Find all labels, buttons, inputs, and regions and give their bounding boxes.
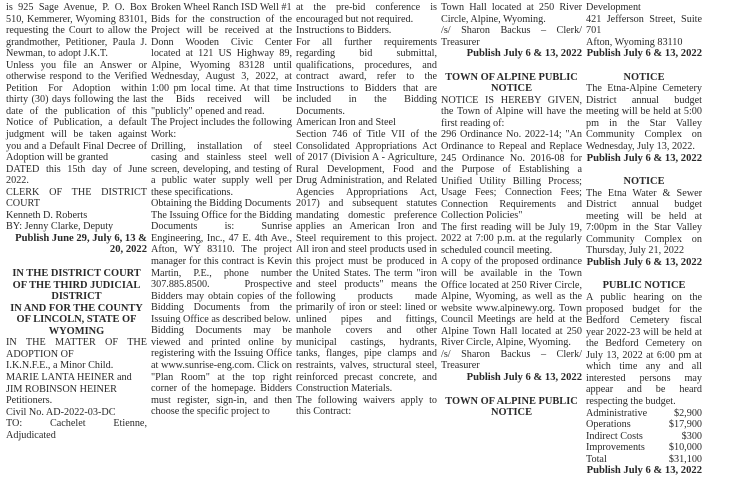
notice-paragraph: Bids for the construction of the Project will be received at the Donn Wooden Civic Center located at 121 US Highway 89, Alpine, Wyoming 83128 until Wednesday, August 3, 2022, at 1:00 pm local time. At that time the Bids received will be "publicly" opened and read. <box>151 13 292 117</box>
budget-label: Indirect Costs <box>586 430 643 442</box>
budget-row <box>586 419 702 431</box>
notice-paragraph: TO: Cachelet Etienne, Adjudicated <box>6 418 147 441</box>
budget-amount: $17,900 <box>668 419 702 431</box>
notice-paragraph: Civil No. AD-2022-03-DC <box>6 406 116 418</box>
notice-paragraph: The Issuing Office for the Bidding Documents is: Sunrise Engineering, Inc., 47 E. 4th Ave., Afton, WY 83110. The project manager for this contract is Kevin Martin, P.E., phone number 307.885.8500. Prospective Bidders may obtain copies of the Bidding Documents from the Issuing Office as described below. <box>151 209 292 325</box>
notice-paragraph: DATED this 15th day of June 2022. <box>6 163 147 187</box>
budget-label: Improvements <box>586 442 645 454</box>
column-1 <box>6 2 147 441</box>
notice-paragraph: MARIE LANTA HEINER and <box>6 371 132 383</box>
notice-paragraph: 421 Jefferson Street, Suite 701 <box>586 13 702 37</box>
notice-paragraph: Broken Wheel Ranch ISD Well #1 <box>151 2 292 13</box>
notice-paragraph: /s/ Sharon Backus – Clerk/ Treasurer <box>441 348 582 372</box>
notice-paragraph: BY: Jenny Clarke, Deputy <box>6 221 114 233</box>
publish-dates: Publish June 29, July 6, 13 & 20, 2022 <box>15 232 147 256</box>
publish-dates: Publish July 6 & 13, 2022 <box>466 48 582 60</box>
notice-paragraph: /s/ Sharon Backus – Clerk/ Treasurer <box>441 25 582 48</box>
column-5 <box>586 2 702 477</box>
notice-heading: NOTICE <box>623 176 665 188</box>
notice-paragraph: Afton, Wyoming 83110 <box>586 36 683 48</box>
notice-paragraph: JIM ROBINSON HEINER <box>6 383 117 395</box>
budget-amount: $300 <box>681 430 702 442</box>
budget-row <box>586 442 702 454</box>
notice-paragraph: Town Hall located at 250 River Circle, Alpine, Wyoming. <box>441 2 582 25</box>
notice-paragraph: Instructions to Bidders. <box>296 25 392 37</box>
notice-paragraph: For all further requirements regarding bid submittal, qualifications, procedures, and contract award, refer to the Instructions to Bidders that are included in the Bidding Documents. <box>296 36 437 117</box>
notice-paragraph: NOTICE IS HEREBY GIVEN, the Town of Alpine will have the first reading of: <box>441 94 582 129</box>
notice-paragraph: at the pre-bid conference is encouraged but not required. <box>296 2 437 25</box>
column-3 <box>296 2 437 418</box>
notice-paragraph: Unless you file an Answer or otherwise respond to the Verified Petition For Adoption within thirty (30) days following the last date of the publication of this Notice of Publication, a default judgment will be taken against you and a Default Final Decree of Adoption will be granted <box>6 59 147 164</box>
publish-dates: Publish July 6 & 13, 2022 <box>586 465 702 477</box>
notice-paragraph: Development <box>586 2 641 13</box>
budget-row <box>586 408 702 420</box>
notice-paragraph: American Iron and Steel <box>296 117 396 129</box>
notice-paragraph: I.K.N.F.E., a Minor Child. <box>6 360 114 372</box>
publish-dates: Publish July 6 & 13, 2022 <box>586 48 702 60</box>
notice-paragraph: The following waivers apply to this Contract: <box>296 394 437 418</box>
budget-amount: $31,100 <box>668 453 702 465</box>
publish-dates: Publish July 6 & 13, 2022 <box>466 371 582 383</box>
budget-amount: $10,000 <box>668 442 702 454</box>
budget-label: Administrative <box>586 407 648 419</box>
notice-paragraph: IN THE MATTER OF THE ADOPTION OF <box>6 337 147 360</box>
budget-row <box>586 454 702 466</box>
notice-paragraph: The first reading will be July 19, 2022 at 7:00 p.m. at the regularly scheduled council meeting. <box>441 221 582 256</box>
notice-paragraph: The Etna-Alpine Cemetery District annual budget meeting will be held at 5:00 pm in the Star Valley Community Complex on Wednesday, July 13, 2022. <box>586 83 702 153</box>
notice-paragraph: 296 Ordinance No. 2022-14; "An Ordinance to Repeal and Replace 245 Ordinance No. 2016-08 for the Purpose of Establishing a Unified Utility Billing Process; Usage Fees; Connection Fees; Connection Requirements and Collection Policies" <box>441 129 582 222</box>
column-4 <box>441 2 582 419</box>
notice-heading: TOWN OF ALPINE PUBLIC NOTICE <box>445 71 578 95</box>
notice-paragraph: Kenneth D. Roberts <box>6 209 88 221</box>
notice-paragraph: A copy of the proposed ordinance will be available in the Town Office located at 250 River Circle, Alpine, Wyoming, as well as the website www.alpinewy.org. Town Council Meetings are held at the Alpine Town Hall located at 250 River Circle, Alpine, Wyoming. <box>441 256 582 349</box>
notice-heading: NOTICE <box>623 71 665 83</box>
notice-paragraph: Section 746 of Title VII of the Consolidated Appropriations Act of 2017 (Division A - Agriculture, Rural Development, Food and Drug Administration, and Related Agencies Appropriations Act, 2017) and subsequent statutes mandating domestic preference applies an American Iron and Steel requirement to this project. All iron and steel products used in this project must be produced in the United States. The term "iron and steel products" means the following products made primarily of iron or steel: lined or unlined pipes and fittings, manhole covers and other municipal castings, hydrants, tanks, flanges, pipe clamps and restraints, valves, structural steel, reinforced precast concrete, and Construction Materials. <box>296 129 437 395</box>
notice-paragraph: A public hearing on the proposed budget for the Bedford Cemetery fiscal year 2022-23 will be held at the Bedford Cemetery on July 13, 2022 at 6:00 pm at which time any and all interested persons may appear and be heard respecting the budget. <box>586 292 702 407</box>
budget-label: Operations <box>586 419 631 431</box>
notice-paragraph: The Etna Water & Sewer District annual budget meeting will be held at 7:00pm in the Star Valley Community Complex on Thursday, July 21, 2022 <box>586 187 702 257</box>
notice-heading: IN AND FOR THE COUNTY OF LINCOLN, STATE OF WYOMING <box>10 302 143 337</box>
publish-dates: Publish July 6 & 13, 2022 <box>586 152 702 164</box>
notice-heading: TOWN OF ALPINE PUBLIC NOTICE <box>445 395 578 419</box>
notice-heading: PUBLIC NOTICE <box>602 280 686 292</box>
notice-paragraph: The Project includes the following Work: <box>151 117 292 141</box>
column-2 <box>151 2 292 418</box>
budget-label: Total <box>586 453 607 465</box>
publish-dates: Publish July 6 & 13, 2022 <box>586 256 702 268</box>
notice-paragraph: Obtaining the Bidding Documents <box>151 198 292 210</box>
notice-paragraph: Drilling, installation of steel casing and stainless steel well screen, developing, and testing of a public water supply well per these specifications. <box>151 140 292 198</box>
notice-heading: IN THE DISTRICT COURT OF THE THIRD JUDICIAL DISTRICT <box>12 268 141 303</box>
notice-paragraph: Petitioners. <box>6 395 53 407</box>
budget-row <box>586 431 702 443</box>
notice-paragraph: Bidding Documents may be viewed and printed online by registering with the Issuing Office at www.sunrise-eng.com. Click on "Plan Room" at the top right corner of the homepage. Bidders must register, sign-in, and then choose the specific project to <box>151 325 292 418</box>
notice-paragraph: is 925 Sage Avenue, P. O. Box 510, Kemmerer, Wyoming 83101, requesting the Court to allow the grandmother, Petitioner, Paula J. Newman, to adopt J.K.T. <box>6 2 147 60</box>
budget-amount: $2,900 <box>673 407 702 419</box>
notice-paragraph: CLERK OF THE DISTRICT COURT <box>6 186 147 210</box>
